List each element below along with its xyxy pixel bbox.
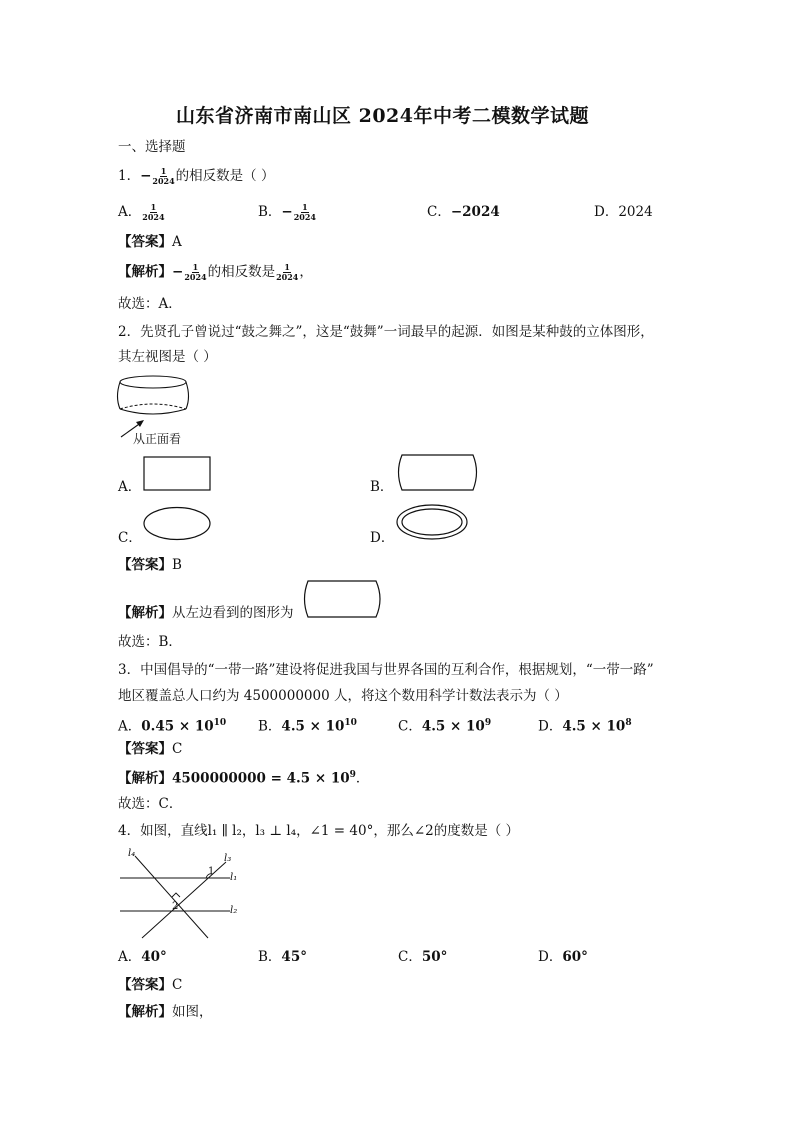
- q3-option-d[interactable]: D．$4.5 \times 10^8$: [538, 718, 632, 735]
- q2-analysis: 【解析】从左边看到的图形为: [118, 605, 294, 621]
- q2-option-d-label[interactable]: D．: [370, 530, 395, 546]
- q3-stem-line1: 3．中国倡导的“一带一路”建设将促进我国与世界各国的互利合作，根据规划，“一带一路”: [118, 662, 654, 678]
- q3-conclusion: 故选：C．: [118, 796, 183, 812]
- q1-option-b[interactable]: B．− $\frac{1}{2024}$: [258, 202, 316, 222]
- q4-answer: 【答案】C: [118, 977, 183, 993]
- q2-option-a-label[interactable]: A．: [118, 479, 142, 495]
- q1-fraction: $\frac{1}{2024}$: [152, 166, 175, 186]
- q4-option-d[interactable]: D．60°: [538, 949, 588, 965]
- q2-option-a-rectangle: [143, 456, 213, 492]
- q2-analysis-drum-shape: [300, 580, 386, 620]
- q2-option-c-ellipse: [143, 506, 213, 542]
- q2-stem-line1: 2．先贤孔子曾说过“鼓之舞之”，这是“鼓舞”一词最早的起源．如图是某种鼓的立体图形，: [118, 324, 654, 340]
- section-heading: 一、选择题: [118, 139, 186, 155]
- q4-option-b[interactable]: B．45°: [258, 949, 307, 965]
- q4-label-l3: l₃: [224, 853, 232, 864]
- q2-option-b-drum-shape: [394, 454, 482, 492]
- q4-label-l4: l₄: [128, 848, 136, 859]
- q3-answer: 【答案】C: [118, 741, 183, 757]
- q1-answer: 【答案】A: [118, 234, 182, 250]
- q4-option-a[interactable]: A．40°: [118, 949, 167, 965]
- q3-option-c[interactable]: C．$4.5 \times 10^9$: [398, 718, 492, 735]
- q1-option-a[interactable]: A． $\frac{1}{2024}$: [118, 202, 165, 222]
- q2-option-d-double-ellipse: [396, 504, 470, 542]
- q1-analysis-fraction-1: $\frac{1}{2024}$: [184, 262, 207, 282]
- q2-option-b-label[interactable]: B．: [370, 479, 394, 495]
- q4-angle-2-label: 2: [172, 901, 179, 912]
- page-title: 山东省济南市南山区 2024年中考二模数学试题: [176, 105, 589, 127]
- q1-analysis: 【解析】− $\frac{1}{2024}$ 的相反数是 $\frac{1}{2024}$ ，: [118, 262, 313, 282]
- q4-label-l1: l₁: [230, 872, 238, 883]
- q2-conclusion: 故选：B．: [118, 634, 182, 650]
- q1-analysis-fraction-2: $\frac{1}{2024}$: [276, 262, 299, 282]
- q4-analysis: 【解析】如图，: [118, 1004, 213, 1020]
- q1-stem: 1．− $\frac{1}{2024}$ 的相反数是（ ）: [118, 166, 275, 186]
- q2-option-c-label[interactable]: C．: [118, 530, 142, 546]
- q3-stem-line2: 地区覆盖总人口约为 4500000000 人，将这个数用科学计数法表示为（ ）: [118, 688, 568, 704]
- q1-option-b-fraction: $\frac{1}{2024}$: [293, 202, 316, 222]
- q1-option-c[interactable]: C．−2024: [427, 204, 500, 220]
- q3-analysis: 【解析】$4500000000 = 4.5 \times 10^9$．: [118, 770, 370, 787]
- q4-label-l2: l₂: [230, 905, 238, 916]
- q3-option-a[interactable]: A．$0.45 \times 10^{10}$: [118, 718, 227, 735]
- drum-figure-caption: 从正面看: [133, 432, 182, 446]
- q3-option-b[interactable]: B．$4.5 \times 10^{10}$: [258, 718, 357, 735]
- q4-angle-1-label: 1: [208, 866, 215, 877]
- q2-answer: 【答案】B: [118, 557, 182, 573]
- q1-option-a-fraction: $\frac{1}{2024}$: [142, 202, 165, 222]
- q1-option-d[interactable]: D．2024: [594, 204, 653, 220]
- q4-stem: 4．如图，直线l₁ ∥ l₂，l₃ ⊥ l₄，∠1 = 40°，那么∠2的度数是（ ）: [118, 823, 520, 839]
- q4-option-c[interactable]: C．50°: [398, 949, 448, 965]
- q2-stem-line2: 其左视图是（ ）: [118, 349, 217, 365]
- q1-conclusion: 故选：A．: [118, 296, 182, 312]
